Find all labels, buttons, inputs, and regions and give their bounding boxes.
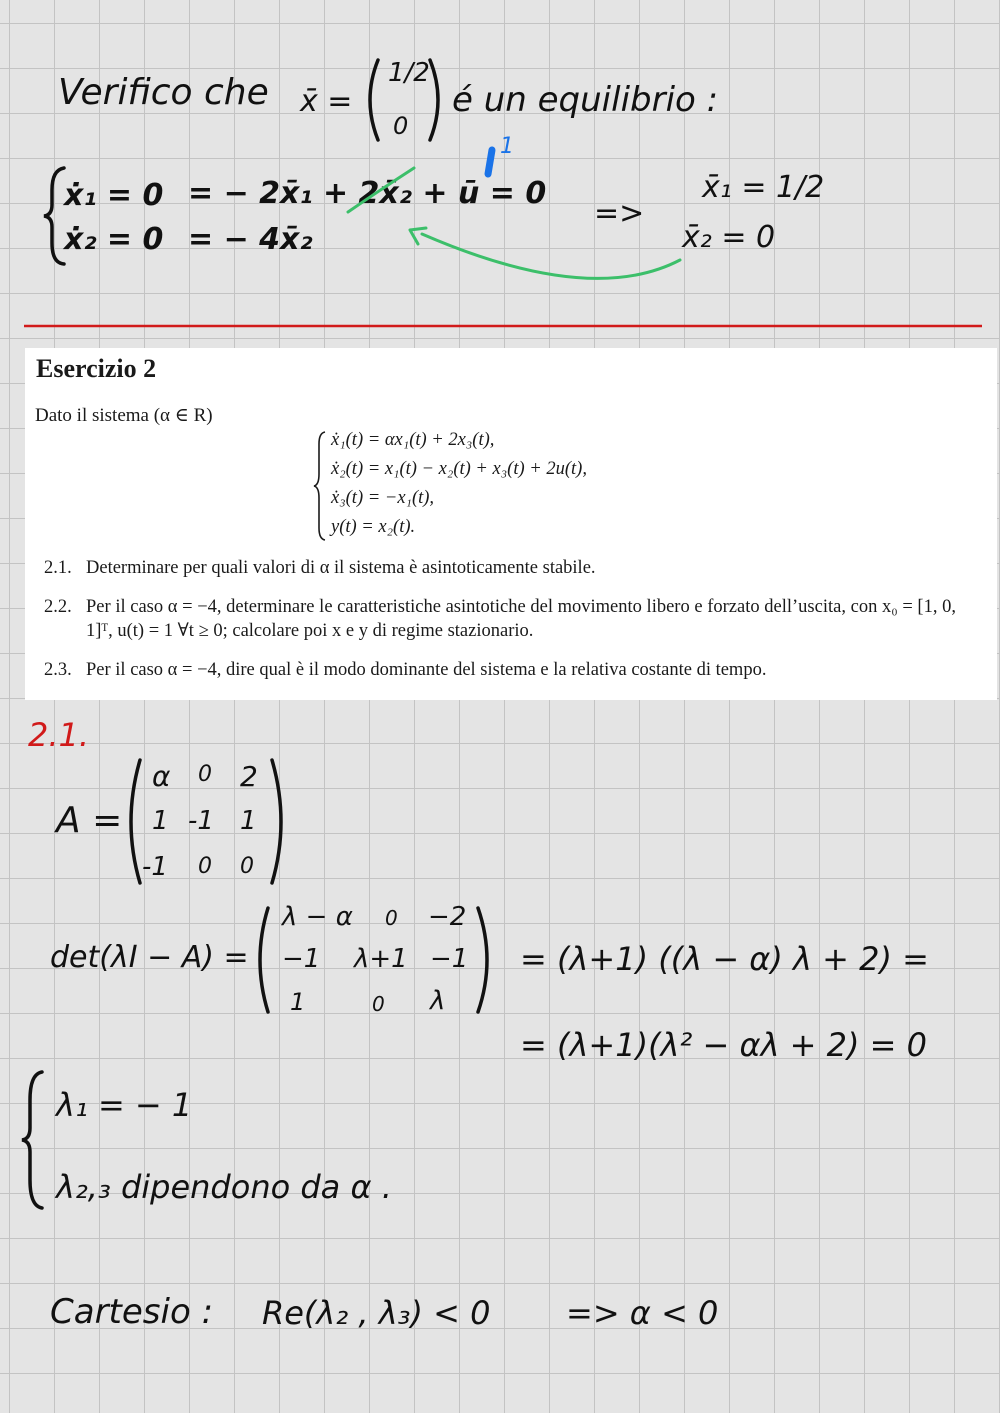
det-expansion-2: = (λ+1)(λ² − αλ + 2) = 0: [520, 1026, 928, 1064]
lambda1-result: λ₁ = − 1: [56, 1086, 193, 1124]
eq2-rhs: = − 4x̄₂: [188, 222, 313, 257]
matrix-A-cell: 0: [240, 854, 254, 879]
matrix-A-cell: 0: [198, 762, 212, 787]
exercise-intro: Dato il sistema (α ∈ R): [35, 405, 213, 426]
matrix-A-cell: -1: [142, 852, 168, 882]
det-matrix-cell: λ − α: [282, 902, 353, 932]
substitution-arrow: [400, 222, 700, 292]
det-matrix-cell: 1: [290, 988, 306, 1016]
det-matrix-cell: −1: [430, 944, 469, 974]
vector-bottom: 0: [393, 112, 409, 140]
det-label: det(λI − A) =: [50, 940, 249, 975]
item-text: Determinare per quali valori di α il sistema è asintoticamente stabile.: [86, 558, 596, 578]
eq1-rhs: = − 2x̄₁ + 2x̄₂ + ū = 0: [188, 176, 547, 211]
strike-mark: [340, 160, 430, 220]
section-label: 2.1.: [28, 716, 90, 754]
equation-3: ẋ₃(t) = −x₁(t),: [331, 488, 435, 508]
item-number: 2.3.: [44, 660, 72, 680]
det-matrix-cell: −2: [428, 902, 467, 932]
verifico-text: Verifico che: [58, 72, 269, 113]
det-matrix-cell: λ: [430, 986, 446, 1016]
item-number: 2.1.: [44, 558, 72, 578]
det-matrix-cell: −1: [282, 944, 321, 974]
det-matrix-cell: 0: [372, 992, 385, 1016]
eq2-lhs: ẋ₂ = 0: [64, 222, 164, 257]
exercise-box: [25, 348, 997, 700]
matrix-A-label: A =: [56, 800, 123, 841]
solution-x2: x̄₂ = 0: [682, 220, 776, 255]
item-text: Per il caso α = −4, determinare le caratteristiche asintotiche del movimento libero e forzato dell’uscita, con x₀ = [1, 0, 1]ᵀ, u(t) = 1 ∀t ≥ 0; calcolare poi x e y di regime stazionario.: [86, 597, 956, 641]
det-expansion-1: = (λ+1) ((λ − α) λ + 2) =: [520, 940, 929, 978]
equation-2: ẋ₂(t) = x₁(t) − x₂(t) + x₃(t) + 2u(t),: [331, 459, 587, 479]
eq1-lhs: ẋ₁ = 0: [64, 178, 164, 213]
red-separator: [0, 320, 1000, 332]
cartesio-condition: Re(λ₂ , λ₃) < 0: [262, 1294, 491, 1332]
equation-4: y(t) = x₂(t).: [331, 517, 416, 537]
matrix-A-cell: 0: [198, 854, 212, 879]
vector-top: 1/2: [388, 58, 430, 88]
lambda23-note: λ₂,₃ dipendono da α .: [56, 1168, 392, 1206]
item-text: Per il caso α = −4, dire qual è il modo dominante del sistema e la relativa costante di tempo.: [86, 660, 767, 680]
implies-arrow: =>: [594, 196, 645, 231]
matrix-A-cell: 2: [240, 760, 258, 793]
det-matrix-cell: 0: [385, 906, 398, 930]
equation-1: ẋ₁(t) = αx₁(t) + 2x₃(t),: [331, 430, 495, 450]
solution-x1: x̄₁ = 1/2: [702, 170, 825, 205]
cartesio-result: => α < 0: [566, 1294, 719, 1332]
lambda-brace: [18, 1068, 48, 1213]
xbar-label: x̄ =: [300, 84, 353, 119]
verifico-tail: é un equilibrio :: [452, 80, 719, 120]
system-brace: [313, 430, 329, 542]
matrix-A-cell: 1: [240, 806, 257, 836]
matrix-A-cell: α: [152, 760, 171, 793]
matrix-A-cell: -1: [188, 806, 214, 836]
matrix-A-cell: 1: [152, 806, 169, 836]
exercise-title: Esercizio 2: [36, 354, 157, 383]
item-number: 2.2.: [44, 597, 72, 617]
correction-label: 1: [500, 134, 514, 159]
cartesio-label: Cartesio :: [50, 1292, 214, 1332]
det-matrix-cell: λ+1: [354, 944, 408, 974]
